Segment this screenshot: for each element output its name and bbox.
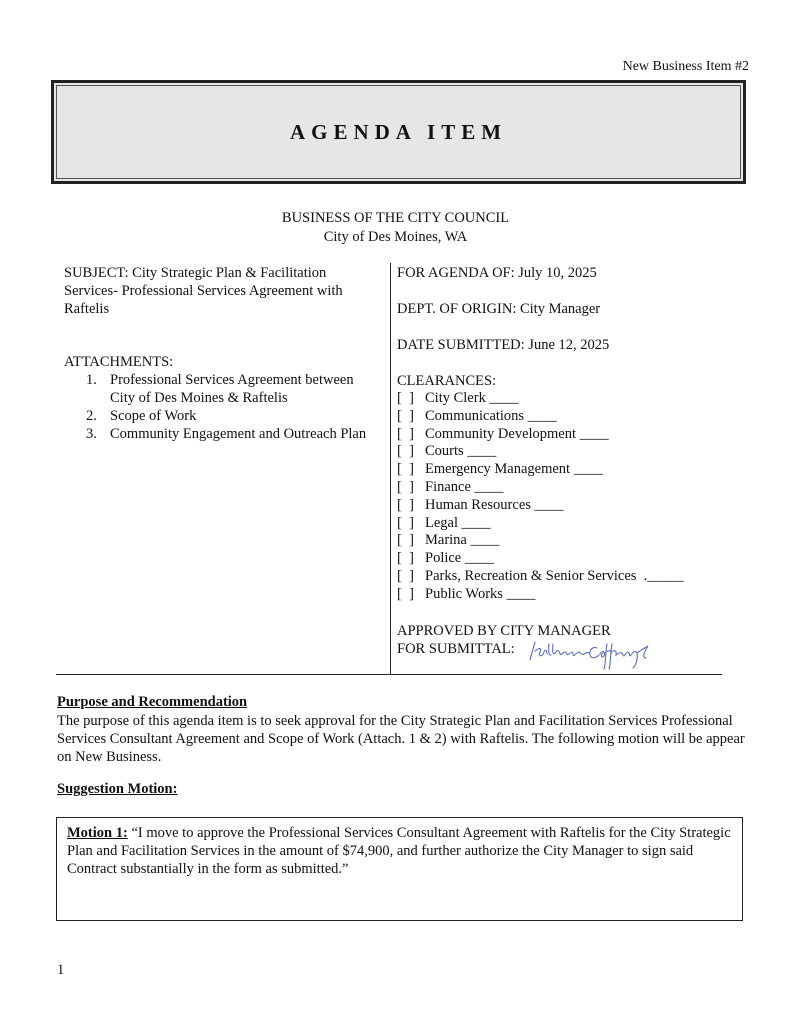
clearance-item: [ ] Courts ____	[397, 443, 497, 460]
clearance-item: [ ] Police ____	[397, 550, 494, 567]
clearance-item: [ ] Human Resources ____	[397, 496, 564, 513]
page-title: AGENDA ITEM	[289, 119, 508, 144]
dept-of-origin: DEPT. OF ORIGIN: City Manager	[397, 301, 601, 317]
clearance-item: [ ] Public Works ____	[397, 585, 536, 602]
checkbox[interactable]: [ ]	[397, 425, 414, 442]
clearance-item: [ ] Legal ____	[397, 514, 491, 531]
section-rule	[56, 674, 722, 675]
page-number: 1	[57, 962, 65, 978]
checkbox[interactable]: [ ]	[397, 585, 414, 602]
purpose-text: The purpose of this agenda item is to seek approval for the City Strategic Plan and Facilitation Services Professional Services Consultant Agreement and Scope of Work (Attach. 1 & 2) with Raftelis. The following motion will be appear on New Business.	[57, 713, 745, 765]
motion-heading: Suggestion Motion:	[57, 781, 178, 797]
attachments-label: ATTACHMENTS:	[64, 354, 174, 370]
checkbox[interactable]: [ ]	[397, 514, 414, 531]
agenda-title-box	[51, 80, 746, 184]
attachments-list	[86, 371, 376, 443]
item-number-label: New Business Item #2	[622, 59, 749, 74]
clearance-item: [ ] Community Development ____	[397, 425, 609, 442]
clearance-item: [ ] Parks, Recreation & Senior Services ._____	[397, 567, 684, 584]
checkbox[interactable]: [ ]	[397, 390, 414, 406]
checkbox[interactable]: [ ]	[397, 443, 414, 460]
checkbox[interactable]: [ ]	[397, 407, 414, 424]
checkbox[interactable]: [ ]	[397, 496, 414, 513]
signature-image	[527, 638, 657, 672]
clearance-item: [ ] Communications ____	[397, 407, 557, 424]
clearances-label: CLEARANCES:	[397, 373, 497, 389]
clearances-list	[397, 390, 684, 604]
clearance-item: [ ] Emergency Management ____	[397, 461, 603, 478]
motion-label: Motion 1:	[67, 825, 128, 841]
attachment-item: 3. Community Engagement and Outreach Plan	[86, 426, 367, 442]
approval-line: APPROVED BY CITY MANAGER	[397, 623, 611, 639]
council-heading: BUSINESS OF THE CITY COUNCIL	[281, 210, 510, 226]
checkbox[interactable]: [ ]	[397, 567, 414, 584]
agenda-date: FOR AGENDA OF: July 10, 2025	[397, 265, 597, 281]
motion-text: “I move to approve the Professional Services Consultant Agreement with Raftelis for the City Strategic Plan and Facilitation Services in the amount of $74,900, and further authorize the City Manager to sign said Contract substantially in the form as submitted.”	[67, 825, 731, 877]
clearance-item: [ ] City Clerk ____	[397, 390, 519, 406]
checkbox[interactable]: [ ]	[397, 461, 414, 478]
city-name: City of Des Moines, WA	[323, 229, 468, 245]
clearance-item: [ ] Marina ____	[397, 532, 500, 549]
checkbox[interactable]: [ ]	[397, 532, 414, 549]
attachment-item: 1. Professional Services Agreement between City of Des Moines & Raftelis	[86, 372, 354, 406]
attachment-item: 2. Scope of Work	[86, 408, 197, 424]
clearance-item: [ ] Finance ____	[397, 478, 504, 495]
column-divider	[390, 263, 391, 675]
date-submitted: DATE SUBMITTED: June 12, 2025	[397, 337, 610, 353]
checkbox[interactable]: [ ]	[397, 478, 414, 495]
submittal-line: FOR SUBMITTAL:	[397, 641, 515, 657]
subject-text: SUBJECT: City Strategic Plan & Facilitation Services- Professional Services Agreement with Raftelis	[64, 265, 343, 317]
motion-box	[56, 817, 743, 921]
purpose-heading: Purpose and Recommendation	[57, 694, 248, 710]
checkbox[interactable]: [ ]	[397, 550, 414, 567]
